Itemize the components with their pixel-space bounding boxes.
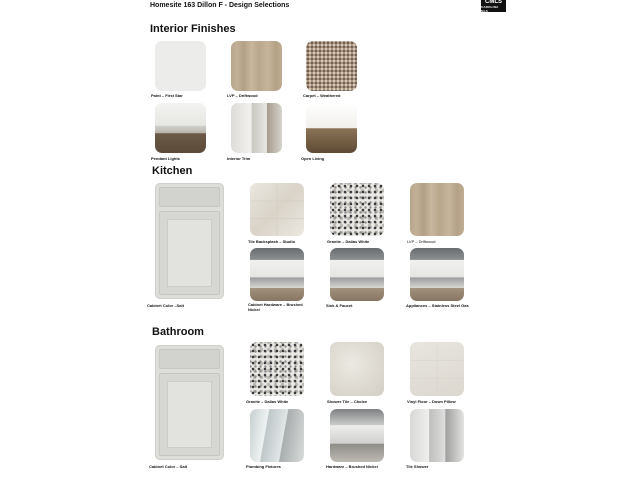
photo-pendant-lights [155,103,206,153]
caption-interior-trim: Interior Trim [227,156,251,161]
caption-cabinet-hardware: Cabinet Hardware – Brushed Nickel [248,302,303,312]
photo-appliances [410,248,464,301]
cabinet-door-kitchen [155,183,224,299]
logo-text: CMLS [485,0,502,5]
photo-plumbing-fixtures [250,409,304,462]
cabinet-door-bathroom [155,345,224,460]
caption-vinyl-floor: Vinyl Floor – Down Pillow [407,399,456,404]
swatch-lvp-kitchen [410,183,464,236]
caption-tile-shower: Tile Shower [406,464,429,469]
photo-sink-faucet [330,248,384,301]
photo-cabinet-hardware [250,248,304,301]
swatch-granite-kitchen [330,183,384,236]
caption-bath-hardware: Hardware – Brushed Nickel [326,464,378,469]
caption-sink-faucet: Sink & Faucet [326,303,353,308]
caption-carpet: Carpet – Weathered [303,93,341,98]
section-title-bathroom: Bathroom [152,326,204,338]
caption-lvp-kitchen: LVP – Driftwood [407,239,436,244]
swatch-granite-bath [250,342,304,396]
caption-bath-cabinet: Cabinet Color – Salt [149,464,188,469]
swatch-carpet [306,41,357,91]
caption-shower-tile: Shower Tile – Choice [327,399,368,404]
swatch-paint [155,41,206,91]
photo-open-living [306,103,357,153]
section-title-kitchen: Kitchen [152,165,193,177]
section-title-interior: Interior Finishes [150,23,236,35]
caption-open-living: Open Living [301,156,325,161]
caption-paint: Paint – First Star [151,93,183,98]
caption-tile-backsplash: Tile Backsplash – Studio [248,239,296,244]
caption-pendant-lights: Pendant Lights [151,156,180,161]
mls-logo [481,0,506,12]
logo-subtext: CAROLINA MLS [481,5,499,13]
swatch-tile-backsplash [250,183,304,236]
photo-interior-trim [231,103,282,153]
caption-granite-bath: Granite – Dallas White [246,399,289,404]
swatch-vinyl-floor [410,342,464,396]
caption-appliances: Appliances – Stainless Steel Gas [406,303,469,308]
photo-bath-hardware [330,409,384,462]
photo-tile-shower [410,409,464,462]
caption-lvp: LVP – Driftwood [227,93,258,98]
page-title: Homesite 163 Dillon F - Design Selections [150,2,290,9]
caption-plumbing-fixtures: Plumbing Fixtures [246,464,281,469]
swatch-lvp [231,41,282,91]
caption-kitchen-cabinet: Cabinet Color –Salt [147,303,184,308]
swatch-shower-tile [330,342,384,396]
caption-granite-kitchen: Granite – Dallas White [327,239,370,244]
